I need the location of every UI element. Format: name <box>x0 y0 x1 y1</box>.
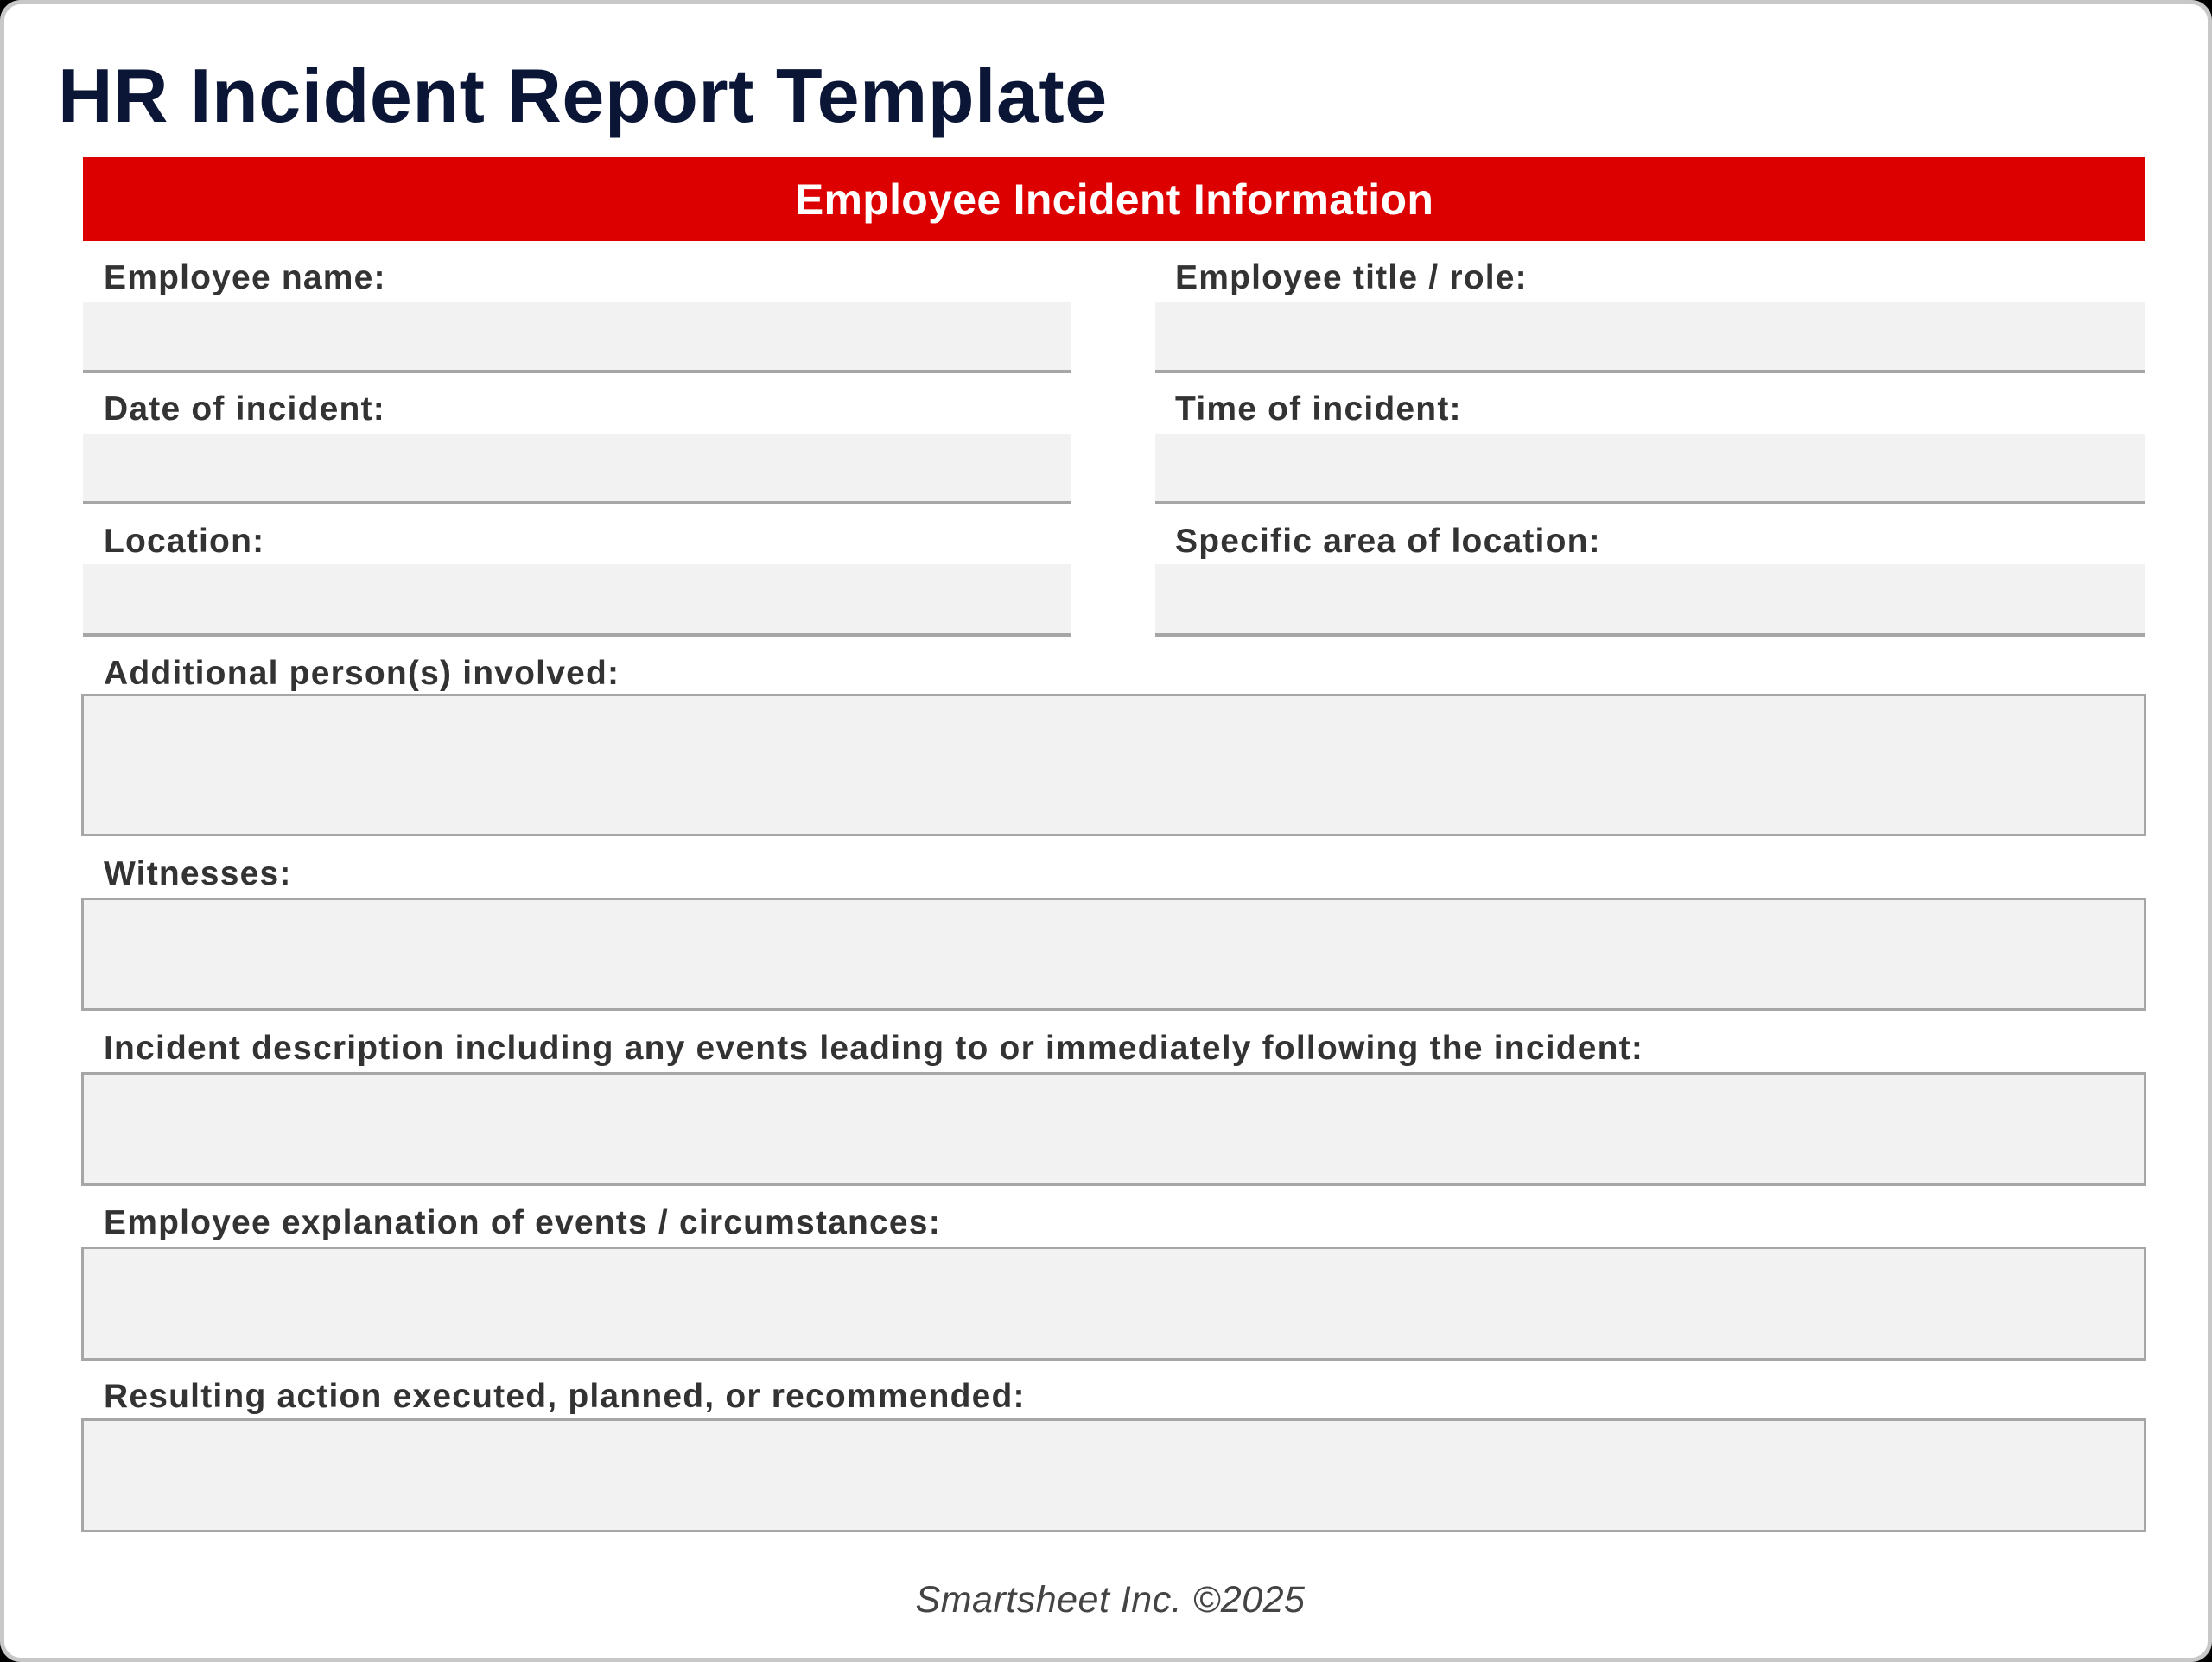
employee-explanation-label: Employee explanation of events / circumstances: <box>104 1204 941 1241</box>
date-of-incident-field[interactable] <box>83 434 1071 504</box>
specific-area-field[interactable] <box>1155 564 2145 637</box>
section-header-bar <box>83 157 2145 241</box>
location-field[interactable] <box>83 564 1071 637</box>
employee-explanation-field[interactable] <box>81 1246 2146 1361</box>
employee-name-label: Employee name: <box>104 259 386 296</box>
incident-description-field[interactable] <box>81 1072 2146 1186</box>
incident-description-label: Incident description including any events leading to or immediately following the incident: <box>104 1030 1644 1067</box>
additional-persons-label: Additional person(s) involved: <box>104 655 620 692</box>
resulting-action-field[interactable] <box>81 1418 2146 1532</box>
resulting-action-label: Resulting action executed, planned, or recommended: <box>104 1378 1026 1415</box>
page-title: HR Incident Report Template <box>58 53 1108 138</box>
section-header-title: Employee Incident Information <box>794 174 1434 224</box>
witnesses-field[interactable] <box>81 898 2146 1011</box>
date-of-incident-label: Date of incident: <box>104 390 385 428</box>
time-of-incident-label: Time of incident: <box>1175 390 1462 428</box>
footer-copyright: Smartsheet Inc. ©2025 <box>915 1579 1306 1621</box>
time-of-incident-field[interactable] <box>1155 434 2145 504</box>
location-label: Location: <box>104 523 265 560</box>
witnesses-label: Witnesses: <box>104 855 292 892</box>
specific-area-label: Specific area of location: <box>1175 523 1601 560</box>
employee-name-field[interactable] <box>83 302 1071 373</box>
additional-persons-field[interactable] <box>81 694 2146 836</box>
employee-title-role-label: Employee title / role: <box>1175 259 1528 296</box>
employee-title-role-field[interactable] <box>1155 302 2145 373</box>
